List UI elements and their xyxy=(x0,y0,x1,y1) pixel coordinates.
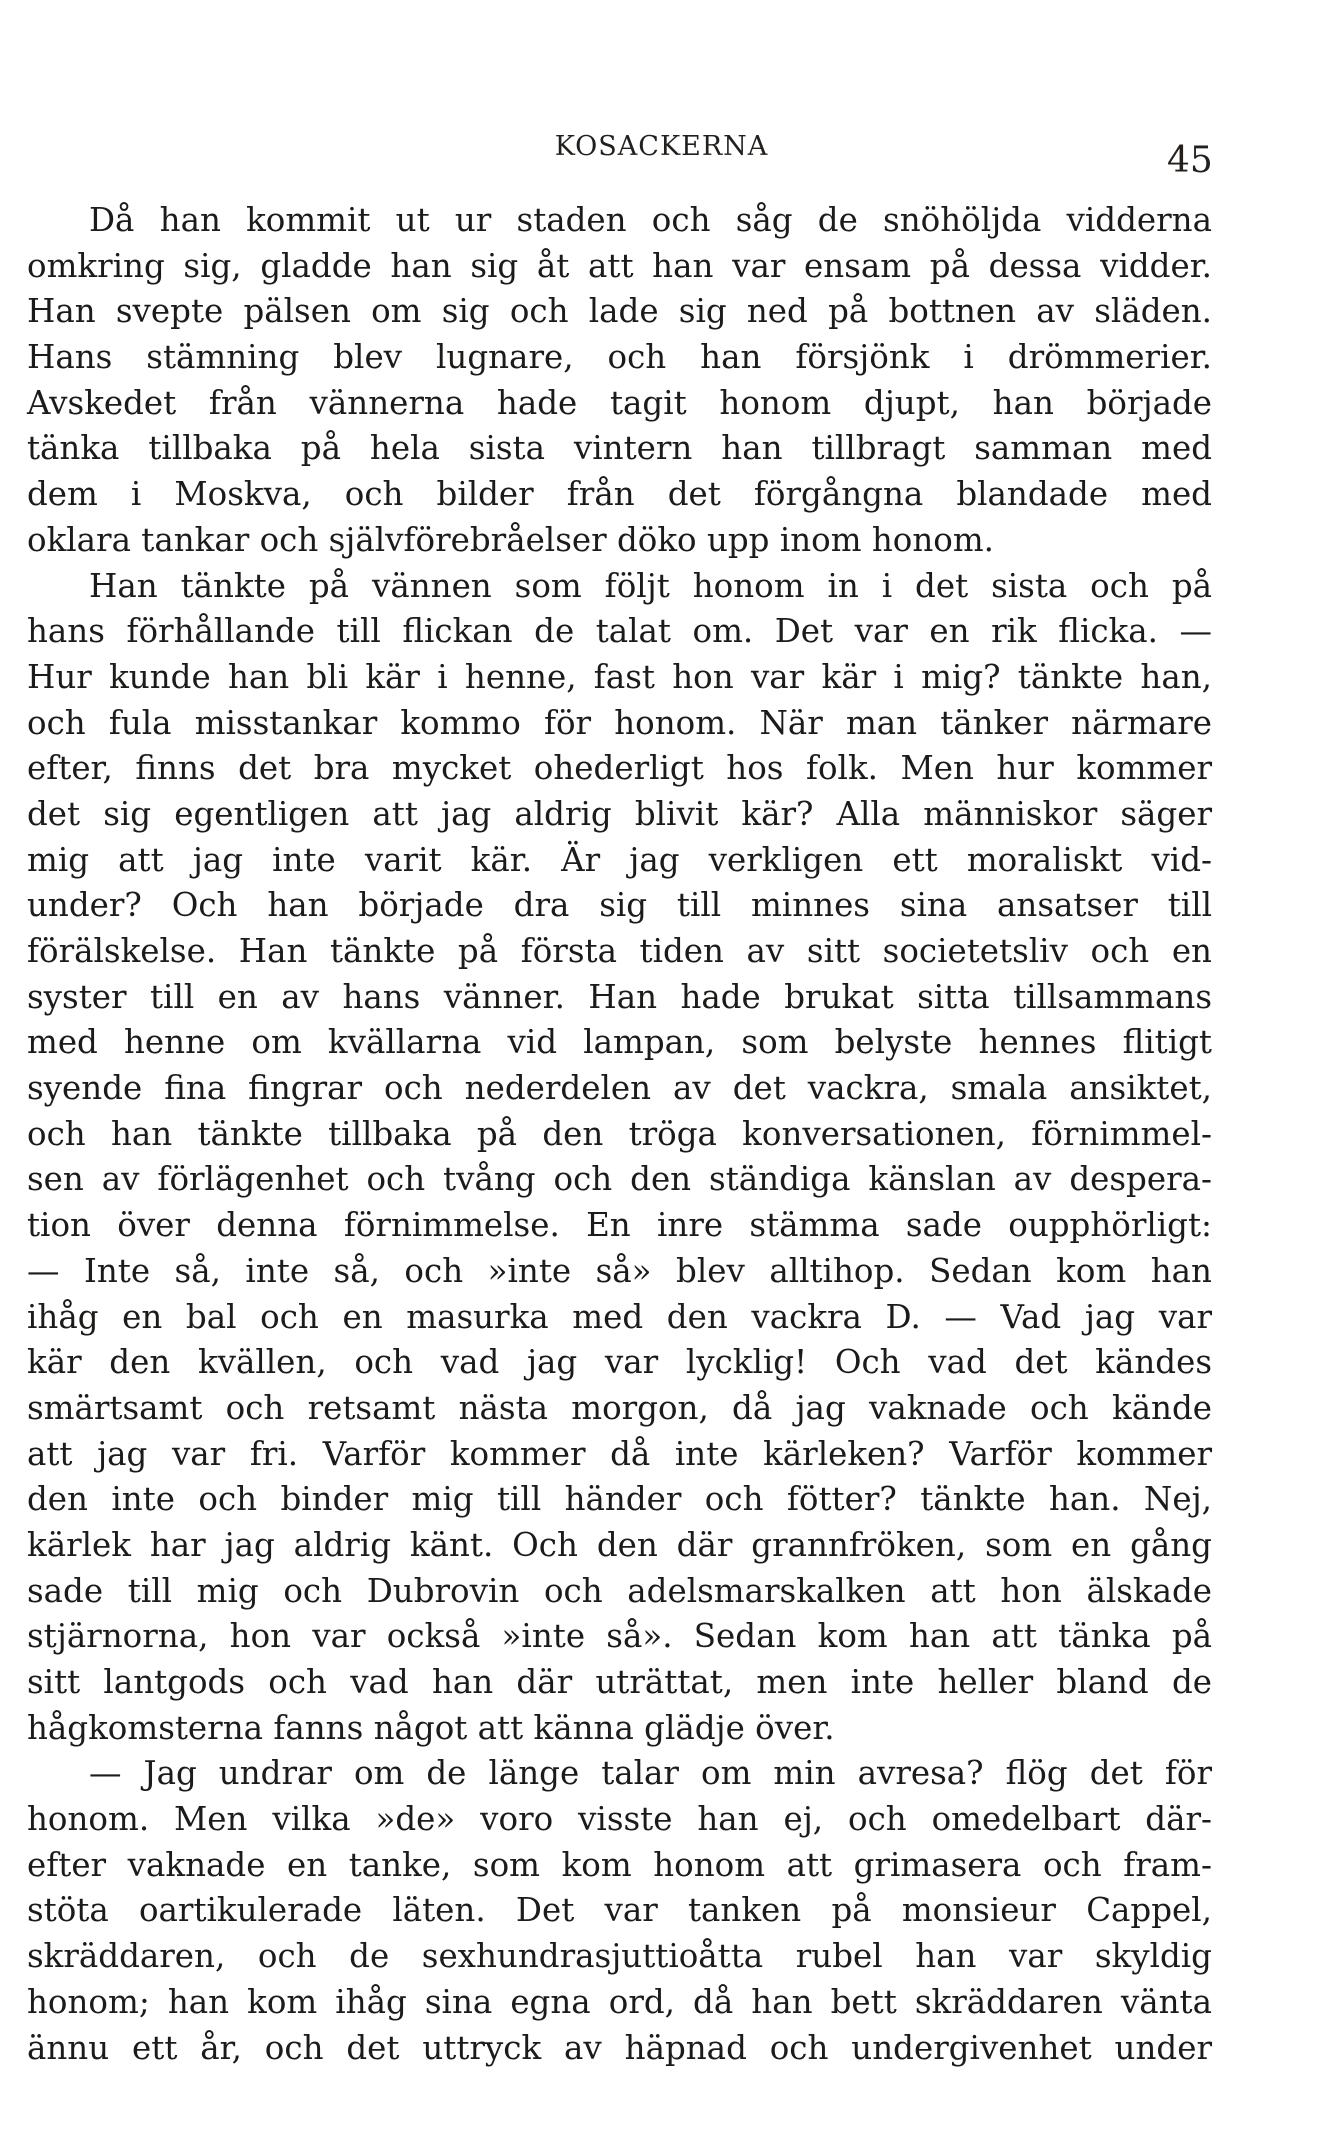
text-line: dem i Moskva, och bilder från det förgångna blandade med xyxy=(27,475,1212,514)
text-line: kärlek har jag aldrig känt. Och den där grannfröken, som en gång xyxy=(27,1525,1212,1564)
text-line: det sig egentligen att jag aldrig blivit kär? Alla människor säger xyxy=(27,794,1212,833)
text-line: stjärnorna, hon var också »inte så». Sedan kom han att tänka på xyxy=(27,1617,1212,1656)
text-line: och han tänkte tillbaka på den tröga konversationen, förnimmel- xyxy=(27,1114,1212,1153)
text-line: tänka tillbaka på hela sista vintern han tillbragt samman med xyxy=(27,429,1212,468)
text-line: tion över denna förnimmelse. En inre stämma sade oupphörligt: xyxy=(27,1206,1212,1245)
text-line: sade till mig och Dubrovin och adelsmarskalken att hon älskade xyxy=(27,1571,1212,1610)
text-line: kär den kvällen, och vad jag var lycklig! Och vad det kändes xyxy=(27,1343,1212,1382)
text-line: Då han kommit ut ur staden och såg de snöhöljda vidderna xyxy=(89,201,1212,239)
text-line: förälskelse. Han tänkte på första tiden av sitt societetsliv och en xyxy=(27,932,1212,970)
text-line: hågkomsterna fanns något att känna glädje över. xyxy=(27,1708,835,1747)
text-line: och fula misstankar kommo för honom. När man tänker närmare xyxy=(27,703,1212,742)
text-line: med henne om kvällarna vid lampan, som belyste hennes flitigt xyxy=(27,1023,1212,1062)
text-line: omkring sig, gladde han sig åt att han var ensam på dessa vidder. xyxy=(27,246,1212,285)
text-line: — Inte så, inte så, och »inte så» blev alltihop. Sedan kom han xyxy=(27,1251,1212,1290)
text-line: — Jag undrar om de länge talar om min avresa? flög det för xyxy=(89,1754,1212,1793)
text-line: honom; han kom ihåg sina egna ord, då han bett skräddaren vänta xyxy=(27,1982,1212,2021)
text-line: efter, finns det bra mycket ohederligt hos folk. Men hur kommer xyxy=(27,749,1212,788)
text-line: ännu ett år, och det uttryck av häpnad och undergivenhet under xyxy=(27,2028,1212,2067)
text-line: smärtsamt och retsamt nästa morgon, då jag vaknade och kände xyxy=(27,1388,1212,1427)
text-line: Han tänkte på vännen som följt honom in i det sista och på xyxy=(89,566,1212,605)
text-line: den inte och binder mig till händer och fötter? tänkte han. Nej, xyxy=(27,1480,1212,1519)
text-line: sen av förlägenhet och tvång och den ständiga känslan av despera- xyxy=(27,1160,1212,1199)
text-line: oklara tankar och självförebråelser döko upp inom honom. xyxy=(27,520,995,559)
text-line: stöta oartikulerade läten. Det var tanken på monsieur Cappel, xyxy=(27,1891,1212,1930)
text-line: mig att jag inte varit kär. Är jag verkligen ett moraliskt vid- xyxy=(27,840,1212,879)
text-line: Hans stämning blev lugnare, och han försjönk i drömmerier. xyxy=(27,338,1212,377)
text-line: Avskedet från vännerna hade tagit honom djupt, han började xyxy=(27,383,1212,422)
text-line: honom. Men vilka »de» voro visste han ej, och omedelbart där- xyxy=(27,1800,1212,1839)
text-line: efter vaknade en tanke, som kom honom att grimasera och fram- xyxy=(27,1845,1212,1884)
text-line: att jag var fri. Varför kommer då inte kärleken? Varför kommer xyxy=(27,1434,1212,1473)
text-line: skräddaren, och de sexhundrasjuttioåtta rubel han var skyldig xyxy=(27,1937,1212,1976)
running-head: KOSACKERNA xyxy=(554,131,769,162)
text-line: syster till en av hans vänner. Han hade brukat sitta tillsammans xyxy=(27,977,1212,1016)
text-line: syende fina fingrar och nederdelen av det vackra, smala ansiktet, xyxy=(27,1069,1212,1108)
text-line: hans förhållande till flickan de talat om. Det var en rik flicka. — xyxy=(27,612,1212,651)
text-line: sitt lantgods och vad han där uträttat, men inte heller bland de xyxy=(27,1663,1212,1701)
body-text xyxy=(27,198,1212,2071)
text-line: under? Och han började dra sig till minnes sina ansatser till xyxy=(27,886,1212,925)
text-line: Han svepte pälsen om sig och lade sig ned på bottnen av släden. xyxy=(27,292,1212,331)
text-line: Hur kunde han bli kär i henne, fast hon var kär i mig? tänkte han, xyxy=(27,657,1212,696)
text-line: ihåg en bal och en masurka med den vackra D. — Vad jag var xyxy=(27,1297,1212,1336)
page-number: 45 xyxy=(1167,140,1213,181)
